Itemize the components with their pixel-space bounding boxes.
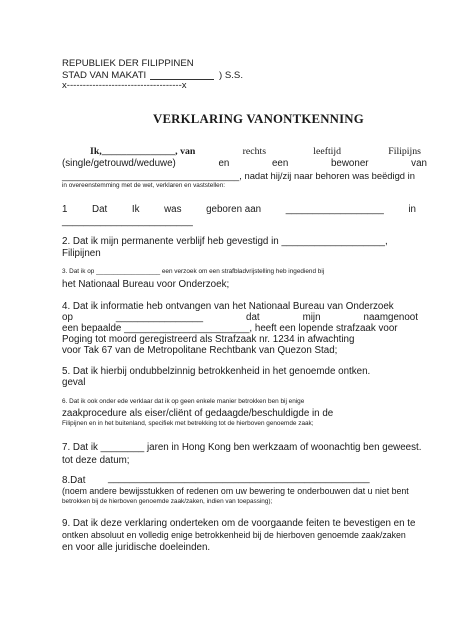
header-separator: x------------------------------------x: [62, 80, 187, 91]
intro-line-1: [90, 146, 421, 158]
item-4-line-3: een bepaalde _______________________, heeft een lopende strafzaak voor: [62, 323, 398, 334]
item-1-line-1: [62, 204, 416, 216]
item-6-line-1: 6. Dat ik ook onder ede verklaar dat ik op geen enkele manier betrokken ben bij enige: [62, 398, 305, 405]
intro-word: leeftijd: [313, 146, 342, 157]
item-2-line-1: 2. Dat ik mijn permanente verblijf heb gevestigd in ___________________,: [62, 236, 388, 247]
item-4-line-1: 4. Dat ik informatie heb ontvangen van het Nationaal Bureau van Onderzoek: [62, 301, 394, 312]
document-title: VERKLARING VANONTKENNING: [153, 112, 364, 126]
intro-line-2: [62, 158, 427, 170]
item-3-line-1: 3. Dat ik op __________________ een verzoek om een strafbladvrijstelling heb ingediend bij: [62, 268, 325, 275]
intro-line-4: in overeenstemming met de wet, verklaren en vaststellen:: [62, 182, 226, 189]
item-4-line-5: voor Tak 67 van de Metropolitane Rechtbank van Quezon Stad;: [62, 345, 338, 356]
intro-word: van: [411, 158, 427, 169]
item-4-word: mijn: [302, 312, 321, 323]
item-1-word: in: [408, 204, 416, 215]
item-4-word: dat: [246, 312, 260, 323]
header-country: REPUBLIEK DER FILIPPINEN: [62, 58, 194, 69]
item-4-word: ________________: [115, 312, 204, 323]
item-4-word: naamgenoot: [363, 312, 418, 323]
item-5-line-2: geval: [62, 377, 86, 388]
item-8-line-3: betrokken bij de hierboven genoemde zaak/zaken, indien van toepassing);: [62, 498, 273, 505]
item-8-line-1: 8.Dat: [62, 475, 86, 486]
intro-line-3: __________________________________, nadat hij/zij naar behoren was beëdigd in: [62, 170, 415, 181]
item-9-line-1: 9. Dat ik deze verklaring onderteken om de voorgaande feiten te bevestigen en te: [62, 518, 416, 529]
item-9-line-2: ontken absoluut en volledig enige betrokkenheid bij de hierboven genoemde zaak/zaken: [62, 530, 406, 540]
item-7-line-1: 7. Dat ik ________ jaren in Hong Kong ben werkzaam of woonachtig ben geweest.: [62, 442, 422, 453]
item-9-line-3: en voor alle juridische doeleinden.: [62, 542, 211, 553]
item-1-word: __________________: [285, 204, 384, 215]
intro-word: en: [218, 158, 230, 169]
header-ss: ) S.S.: [219, 70, 243, 81]
item-4-word: op: [62, 312, 73, 323]
item-6-line-2: zaakprocedure als eiser/cliënt of gedaagde/beschuldigde in de: [62, 408, 334, 419]
item-6-line-3: Filipijnen en in het buitenland, specifiek met betrekking tot de hierboven genoemde zaak;: [62, 420, 314, 427]
item-2-line-2: Filipijnen: [62, 248, 101, 259]
item-1-word: Dat: [92, 204, 108, 215]
item-3-line-2: het Nationaal Bureau voor Onderzoek;: [62, 279, 230, 290]
intro-word: Ik,_______________, van: [90, 146, 196, 157]
intro-word: rechts: [242, 146, 267, 157]
item-8-blank: ________________________________________________: [108, 473, 370, 484]
item-5-line-1: 5. Dat ik hierbij ondubbelzinnig betrokkenheid in het genoemde ontken.: [62, 366, 371, 377]
item-8-line-2: (noem andere bewijsstukken of redenen om uw bewering te onderbouwen dat u niet bent: [62, 486, 409, 496]
intro-word: een: [271, 158, 289, 169]
item-1-word: Ik: [131, 204, 140, 215]
item-1-word: was: [164, 204, 182, 215]
item-1-word: 1: [62, 204, 68, 215]
item-4-line-4: Poging tot moord geregistreerd als Strafzaak nr. 1234 in afwachting: [62, 334, 355, 345]
header-city: STAD VAN MAKATI: [62, 70, 147, 81]
intro-word: Filipijns: [388, 146, 421, 157]
item-7-line-2: tot deze datum;: [62, 455, 130, 466]
intro-word: bewoner: [330, 158, 369, 169]
item-1-line-2: ________________________: [62, 216, 193, 227]
intro-word: (single/getrouwd/weduwe): [62, 158, 176, 169]
item-1-word: geboren aan: [206, 204, 262, 215]
